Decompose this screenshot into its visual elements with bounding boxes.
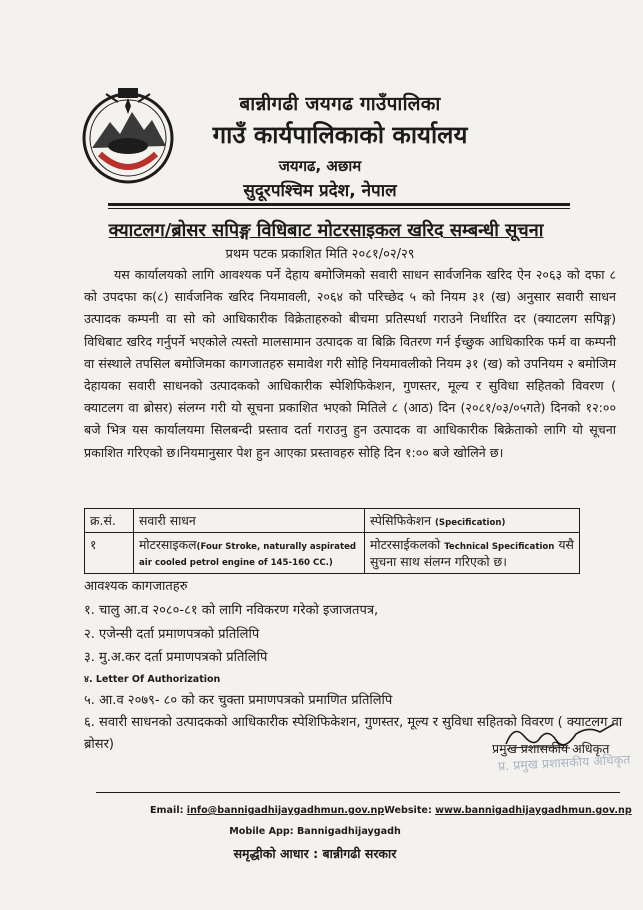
municipality-name: बान्नीगढी जयगढ गाउँपालिका: [239, 93, 441, 115]
col-header-spec-en: (Specification): [434, 518, 506, 528]
notice-title: क्याटलग/ब्रोसर सपिङ्ग विधिबाट मोटरसाइकल खरिद सम्बन्धी सूचना: [108, 220, 544, 241]
nepal-emblem-icon: [78, 84, 178, 188]
province-name: सुदूरपश्चिम प्रदेश, नेपाल: [243, 181, 397, 201]
header-divider: [108, 203, 570, 206]
publish-date: प्रथम पटक प्रकाशित मिति २०८१/०२/२९: [225, 247, 415, 262]
signer-title: प्रमुख प्रशासकीय अधिकृत: [492, 741, 610, 756]
footer-divider: [96, 792, 620, 793]
documents-heading: आवश्यक कागजातहरु: [84, 579, 188, 594]
office-location: जयगढ, अछाम: [278, 157, 362, 175]
vehicle-name: मोटरसाइकल: [139, 537, 197, 552]
mobile-app: Mobile App: Bannigadhijaygadh: [229, 826, 401, 837]
cell-vehicle: [134, 533, 365, 574]
col-header-spec-np: स्पेसिफिकेशन: [370, 513, 432, 528]
email-link[interactable]: info@bannigadhijaygadhmun.gov.np: [186, 805, 385, 816]
specification-table: [84, 508, 580, 574]
spec-text-np: मोटरसाईकलको: [370, 537, 441, 552]
list-item: ३. मु.अ.कर दर्ता प्रमाणपत्रको प्रतिलिपि: [84, 650, 268, 665]
email-label: Email:: [150, 805, 184, 816]
header-divider-thin: [108, 208, 570, 209]
table-header-row: [85, 509, 580, 533]
list-item: ४. Letter Of Authorization: [84, 674, 221, 685]
slogan: समृद्धीको आधार : बान्नीगढी सरकार: [233, 846, 397, 861]
list-item: १. चालु आ.व २०८०-८१ को लागि नविकरण गरेको इजाजतपत्र,: [84, 603, 379, 618]
office-name: गाउँ कार्यपालिकाको कार्यालय: [212, 121, 468, 149]
col-header-vehicle: सवारी साधन: [134, 509, 365, 533]
spec-text-en: Technical Specification: [444, 542, 555, 552]
vehicle-detail: (Four Stroke, naturally aspirated air cooled petrol engine of 145-160 CC.): [139, 542, 357, 568]
official-stamp: प्र. प्रमुख प्रशासकीय अधिकृत: [497, 751, 631, 774]
table-row: [85, 533, 580, 574]
notice-body: यस कार्यालयको लागि आवश्यक पर्ने देहाय बमोजिमको सवारी साधन सार्वजनिक खरिद ऐन २०६३ को दफा ८ को उपदफा क(८) सार्वजनिक खरिद नियमावली, २०६४ को परिच्छेद ५ को नियम ३१ (ख) अनुसार सवारी साधन उत्पादक कम्पनी वा सो को आधिकारीक विक्रेताहरुको बीचमा प्रतिस्पर्धा गराउने निर्धारित दर (क्याटलग सपिङ्ग) विधिबाट खरिद गर्नुपर्ने भएकोले त्यस्तो मालसामान उत्पादक वा बिक्रि वितरण गर्न ईच्छुक आधिकारिक फर्म वा कम्पनी वा संस्थाले तपसिल बमोजिमका कागजातहरु समावेश गरी सोहि नियमावलीको नियम ३१ (ख) को उपनियम २ बमोजिम देहायका सवारी साधनको उत्पादकको आधिकारीक स्पेशिफिकेशन, गुणस्तर, मूल्य र सुविधा सहितको विवरण ( क्याटलग वा ब्रोसर) संलग्न गरी यो सूचना प्रकाशित भएको मितिले ८ (आठ) दिन (२०८१/०३/०५गते) दिनको १२:०० बजे भित्र यस कार्यालयमा सिलबन्दी प्रस्ताव दर्ता गराउनु हुन उत्पादक वा आधिकारीक बिक्रेताको लागि यो सूचना प्रकाशित गरिएको छ।नियमानुसार पेश हुन आएका प्रस्तावहरु सोहि दिन १:०० बजे खोलिने छ।: [84, 267, 616, 460]
cell-sn: १: [85, 533, 134, 574]
col-header-spec: [365, 509, 580, 533]
list-item: ५. आ.व २०७९- ८० को कर चुक्ता प्रमाणपत्रको प्रमाणित प्रतिलिपि: [84, 693, 393, 708]
spec-text-np2: यसै सुचना साथ संलग्न गरिएको छ।: [370, 537, 574, 569]
footer-contact: [150, 805, 632, 816]
website-link[interactable]: www.bannigadhijaygadhmun.gov.np: [435, 805, 632, 816]
website-label: Website:: [384, 805, 432, 816]
list-item: २. एजेन्सी दर्ता प्रमाणपत्रको प्रतिलिपि: [84, 627, 260, 642]
col-header-sn: क्र.सं.: [85, 509, 134, 533]
list-item: ६. सवारी साधनको उत्पादकको आधिकारीक स्पेशिफिकेशन, गुणस्तर, मूल्य र सुविधा सहितको विवरण ( क्याटलग वा ब्रोसर): [84, 715, 623, 752]
cell-spec: [365, 533, 580, 574]
